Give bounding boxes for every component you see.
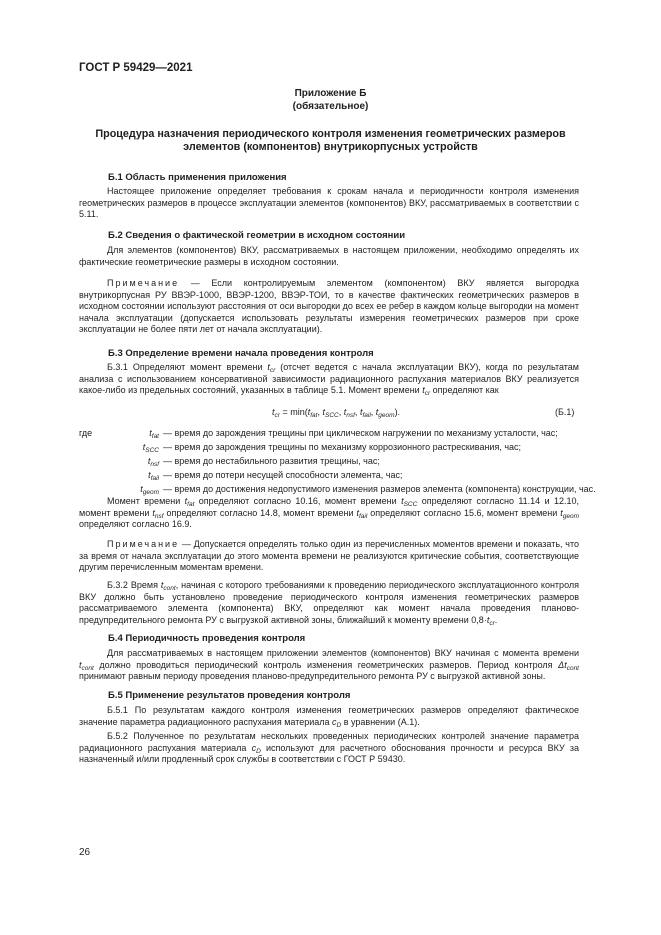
subscript-cont: cont: [81, 664, 94, 672]
subscript-geom: geom: [142, 489, 159, 496]
symbol-t: t: [148, 470, 151, 480]
definition-symbol: [119, 442, 159, 452]
symbol-t: t: [267, 362, 270, 372]
text-run: должно проводиться периодический контроль изменения геометрических размеров. Период контроля: [93, 659, 559, 670]
definition-text: — время до потери несущей способности элемента, час;: [163, 470, 403, 480]
symbol-t: t: [272, 407, 275, 417]
formula-text: ,: [317, 407, 323, 417]
subscript-geom: geom: [378, 412, 395, 419]
subscript-d: D: [256, 747, 261, 755]
subscript-cr: cr: [269, 367, 276, 374]
where-label: где: [79, 428, 93, 438]
symbol-t: t: [401, 496, 404, 506]
subscript-fail: fail: [362, 412, 371, 419]
note-text: — Если контролируемым элементом (компонентом) ВКУ является выгородка внутрикорпусная РУ ВВЭР-1000, ВВЭР-1200, ВВЭР-ТОИ, то в качестве фактических геометрических размеров в исходном состоянии используют расстояния от оси выгородки до всех ее ребер в каждом кольце выгородки на момент начала эксплуатации (допускается использовать результаты измерения геометрических размеров при сроке эксплуатации не более пяти лет от начала эксплуатации).: [79, 278, 579, 335]
definition-text: — время до нестабильного развития трещины, час;: [163, 456, 380, 466]
symbol-t: t: [422, 385, 425, 396]
text-run: определяют как: [430, 385, 499, 396]
subscript-cont: cont: [163, 585, 176, 592]
symbol-t: t: [356, 507, 359, 518]
subscript-fat: fat: [151, 433, 159, 440]
definition-row: [79, 456, 599, 470]
subscript-cr: cr: [489, 619, 495, 627]
definition-symbol: [119, 470, 159, 480]
subscript-scc: SCC: [403, 501, 418, 508]
text-run: Б.5.1 По результатам каждого контроля изменения геометрических размеров определяют фактическое значение параметра радиационного распухания материала: [79, 705, 579, 727]
subscript-nsf: nsf: [150, 461, 159, 468]
text-run: Б.5.2 Полученное по результатам нескольких проведенных периодических контролей значение параметра радиационного распухания материала: [79, 731, 579, 753]
symbol-t: t: [79, 659, 82, 670]
symbol-c: c: [251, 742, 257, 753]
symbol-t: t: [375, 407, 379, 417]
subscript-d: D: [336, 721, 342, 729]
subscript-nsf: nsf: [346, 412, 355, 419]
subscript-fat: fat: [187, 501, 195, 508]
symbol-t: t: [359, 407, 363, 417]
section-b3-note: [79, 539, 579, 574]
symbol-t: t: [322, 407, 325, 417]
symbol-t: t: [307, 407, 311, 417]
section-b2-paragraph: Для элементов (компонентов) ВКУ, рассматриваемых в настоящем приложении, необходимо определять их фактические геометрические размеры в исходном состоянии.: [79, 245, 579, 267]
subscript-cr: cr: [424, 390, 431, 398]
text-run: определяют согласно 16.9.: [79, 519, 192, 530]
appendix-title-line2: элементов (компонентов) внутрикорпусных устройств: [183, 141, 478, 153]
page-number: 26: [79, 847, 91, 858]
subscript-fat: fat: [310, 412, 318, 419]
formula-text: ,: [370, 407, 376, 417]
formula-b1: [272, 407, 400, 417]
subscript-fail: fail: [150, 475, 159, 482]
symbol-definitions: [79, 428, 599, 498]
note-label: Примечание: [107, 278, 180, 288]
section-b2-note: [79, 278, 579, 336]
definition-row: [79, 442, 599, 456]
definition-row: [79, 428, 599, 442]
text-run: Для рассматриваемых в настоящем приложении элементов (компонентов) ВКУ начиная с момента времени: [107, 648, 579, 658]
section-b5-1-paragraph: [79, 705, 579, 728]
definition-text: — время до зарождения трещины при циклическом нагружении по механизму усталости, час;: [163, 428, 558, 438]
definition-symbol: [119, 456, 159, 466]
formula-number: (Б.1): [555, 407, 575, 417]
formula-text: ,: [338, 407, 344, 417]
standard-header: ГОСТ Р 59429—2021: [79, 62, 193, 74]
text-run: определяют согласно 11.14 и 12.10, момент времени: [79, 496, 580, 518]
appendix-title: [70, 128, 591, 154]
symbol-t: t: [184, 496, 188, 506]
definition-symbol: [119, 428, 159, 438]
symbol-t: t: [560, 507, 563, 518]
symbol-c: c: [332, 716, 337, 727]
subscript-nsf: nsf: [154, 512, 164, 520]
subscript-cr: cr: [274, 412, 280, 419]
note-label: Примечание: [107, 539, 180, 549]
formula-text: ).: [394, 407, 401, 417]
section-b3-moments-paragraph: [79, 496, 579, 531]
symbol-t: t: [160, 580, 164, 590]
section-b1-heading: Б.1 Область применения приложения: [108, 172, 287, 183]
subscript-scc: SCC: [145, 447, 159, 454]
symbol-t: t: [147, 456, 151, 466]
subscript-cont: cont: [566, 664, 579, 672]
section-b5-heading: Б.5 Применение результатов проведения контроля: [108, 690, 351, 701]
section-b5-2-paragraph: [79, 731, 579, 766]
text-run: принимают равным периоду проведения планово-предупредительного ремонта РУ с выгрузкой активной зоны.: [79, 671, 546, 682]
text-run: определяют согласно 14.8, момент времени: [163, 507, 357, 518]
subscript-scc: SCC: [324, 412, 339, 419]
text-run: (отсчет ведется с начала эксплуатации ВКУ), когда по результатам анализа с использованием консервативной зависимости радиационного распухания материалов ВКУ реализуется какое-либо из предельных состояний, указанных в таблице 5.1. Момент времени: [79, 362, 579, 396]
text-run: в уравнении (А.1).: [341, 716, 420, 727]
text-run: используют для расчетного обоснования прочности и ресурса ВКУ за назначенный и/или продленный срок службы в соответствии с ГОСТ Р 59430.: [79, 742, 579, 765]
section-b4-heading: Б.4 Периодичность проведения контроля: [108, 633, 306, 644]
symbol-delta-t: Δt: [558, 659, 567, 670]
section-b3-2-paragraph: [79, 580, 579, 626]
text-run: Б.3.1 Определяют момент времени: [107, 362, 268, 372]
text-run: определяют согласно 10.16, момент времени: [194, 496, 402, 506]
symbol-t: t: [149, 428, 152, 438]
section-b4-paragraph: [79, 648, 579, 683]
text-run: , начиная с которого требованиями к проведению периодического эксплуатационного контроля ВКУ должно быть установлено проведение периодического контроля изменения геометрических размеров рассматриваемого элемента (компонента) ВКУ, определяют как момент начала проведения планово-предупредительного ремонта РУ с выгрузкой активной зоны, ближайший к моменту времени 0,8·: [79, 580, 579, 625]
definition-symbol: [119, 484, 159, 494]
symbol-t: t: [343, 407, 347, 417]
section-b1-paragraph: Настоящее приложение определяет требования к срокам начала и периодичности контроля изменения геометрических размеров в процессе эксплуатации элементов (компонентов) ВКУ, рассматриваемых в соответствии с 5.11.: [79, 186, 579, 220]
appendix-status: (обязательное): [292, 101, 369, 112]
formula-text: ,: [354, 407, 360, 417]
appendix-title-line1: Процедура назначения периодического контроля изменения геометрических размеров: [95, 128, 566, 140]
text-run: определяют согласно 15.6, момент времени: [367, 507, 561, 518]
text-run: Б.3.2 Время: [107, 580, 161, 590]
symbol-t: t: [486, 614, 490, 625]
symbol-t: t: [152, 507, 155, 518]
definition-text: — время до зарождения трещины по механизму коррозионного растрескивания, час;: [163, 442, 522, 452]
note-text: — Допускается определять только один из перечисленных моментов времени и показать, что за время от начала эксплуатации до этого момента времени не реализуются критические события, соответствующие другим перечисленным моментам времени.: [79, 539, 579, 573]
subscript-geom: geom: [562, 512, 579, 520]
definition-text: — время до достижения недопустимого изменения размеров элемента (компонента) конструкции, час.: [163, 484, 596, 494]
appendix-label: Приложение Б: [294, 88, 367, 99]
formula-text: = min(: [279, 407, 308, 417]
symbol-t: t: [142, 442, 146, 452]
text-run: Момент времени: [107, 496, 185, 506]
definition-row: [79, 470, 599, 484]
section-b3-1-paragraph: [79, 362, 579, 397]
subscript-fail: fail: [358, 512, 368, 520]
section-b2-heading: Б.2 Сведения о фактической геометрии в исходном состоянии: [108, 230, 406, 241]
section-b3-heading: Б.3 Определение времени начала проведения контроля: [108, 348, 374, 359]
symbol-t: t: [140, 484, 143, 494]
text-run: .: [494, 614, 498, 625]
